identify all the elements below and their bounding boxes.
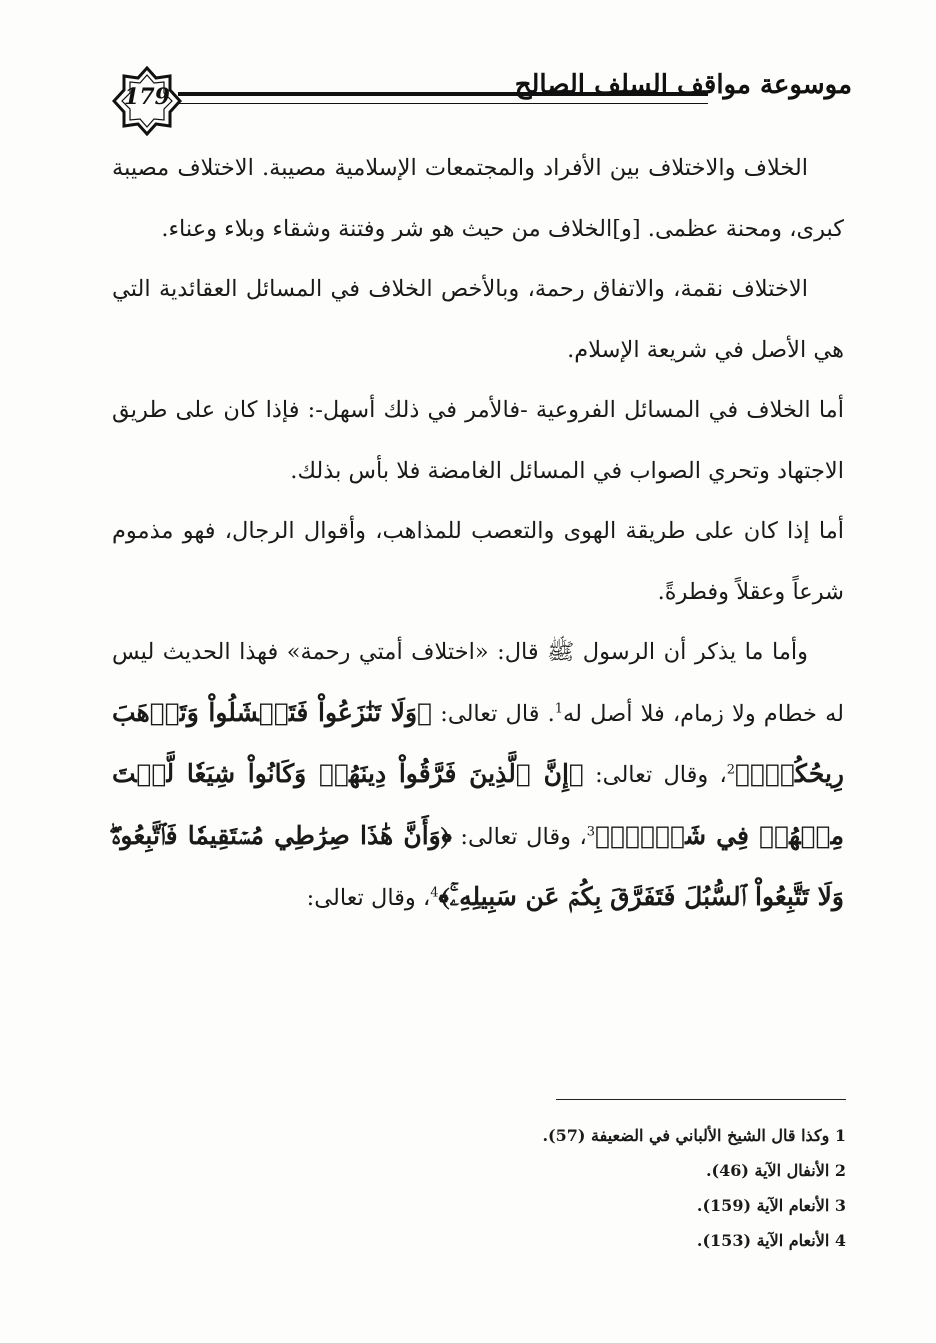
book-title: موسوعة مواقف السلف الصالح <box>514 70 852 100</box>
paragraph-1: الخلاف والاختلاف بين الأفراد والمجتمعات الإسلامية مصيبة. الاختلاف مصيبة كبرى، ومحنة عظمى. [و]الخلاف من حيث هو شر وفتنة وشقاء وبلاء وعناء. <box>112 155 844 242</box>
page-number-badge <box>112 66 182 136</box>
page-number: 179 <box>124 84 170 110</box>
footnote-3: 3 الأنعام الآية (159). <box>696 1196 846 1215</box>
footnote-2: 2 الأنفال الآية (46). <box>705 1161 846 1180</box>
paragraph-2: الاختلاف نقمة، والاتفاق رحمة، وبالأخص الخلاف في المسائل العقائدية التي هي الأصل في شريعة الإسلام. <box>112 276 844 363</box>
paragraph-5-text-1: وأما ما يذكر أن الرسول ﷺ قال: «اختلاف أمتي رحمة» فهذا الحديث ليس له خطام ولا زمام، فلا أصل له <box>112 639 844 727</box>
footnote-ref-2: 2 <box>726 762 736 778</box>
footnote-4: 4 الأنعام الآية (153). <box>696 1231 846 1250</box>
footnote-1: 1 وكذا قال الشيخ الألباني في الضعيفة (57). <box>542 1126 846 1145</box>
footnote-separator <box>556 1099 846 1100</box>
quran-verse-1: ﴿وَلَا تَنَٰزَعُواْ فَتَفۡشَلُواْ وَتَذۡهَبَ رِيحُكُمۡۖ﴾ <box>112 697 844 788</box>
paragraph-5 <box>112 622 844 929</box>
footnote-ref-4: 4 <box>430 885 439 901</box>
footnotes <box>400 1118 846 1258</box>
quran-verse-3: ﴿وَأَنَّ هَٰذَا صِرَٰطِي مُسۡتَقِيمٗا فَٱتَّبِعُوهُۖ وَلَا تَتَّبِعُواْ ٱلسُّبُلَ فَتَفَرَّقَ بِكُمۡ عَن سَبِيلِهِۦۚ﴾ <box>112 820 844 911</box>
page-header <box>112 66 852 136</box>
paragraph-5-text-4: ، وقال تعالى: <box>451 823 587 850</box>
footnote-ref-1: 1 <box>554 701 564 716</box>
paragraph-5-text-2: . قال تعالى: <box>432 700 555 727</box>
paragraph-5-text-5: ، وقال تعالى: <box>306 885 431 911</box>
main-text <box>112 138 844 929</box>
paragraph-5-text-3: ، وقال تعالى: <box>583 762 727 788</box>
paragraph-3: أما الخلاف في المسائل الفروعية -فالأمر في ذلك أسهل-: فإذا كان على طريق الاجتهاد وتحري الصواب في المسائل الغامضة فلا بأس بذلك. <box>112 397 844 484</box>
paragraph-4: أما إذا كان على طريقة الهوى والتعصب للمذاهب، وأقوال الرجال، فهو مذموم شرعاً وعقلاً وفطرةً. <box>112 518 844 605</box>
footnote-ref-3: 3 <box>586 824 596 839</box>
quran-verse-2: ﴿إِنَّ ٱلَّذِينَ فَرَّقُواْ دِينَهُمۡ وَكَانُواْ شِيَعٗا لَّسۡتَ مِنۡهُمۡ فِي شَيۡءٍۚ﴾ <box>112 759 844 850</box>
